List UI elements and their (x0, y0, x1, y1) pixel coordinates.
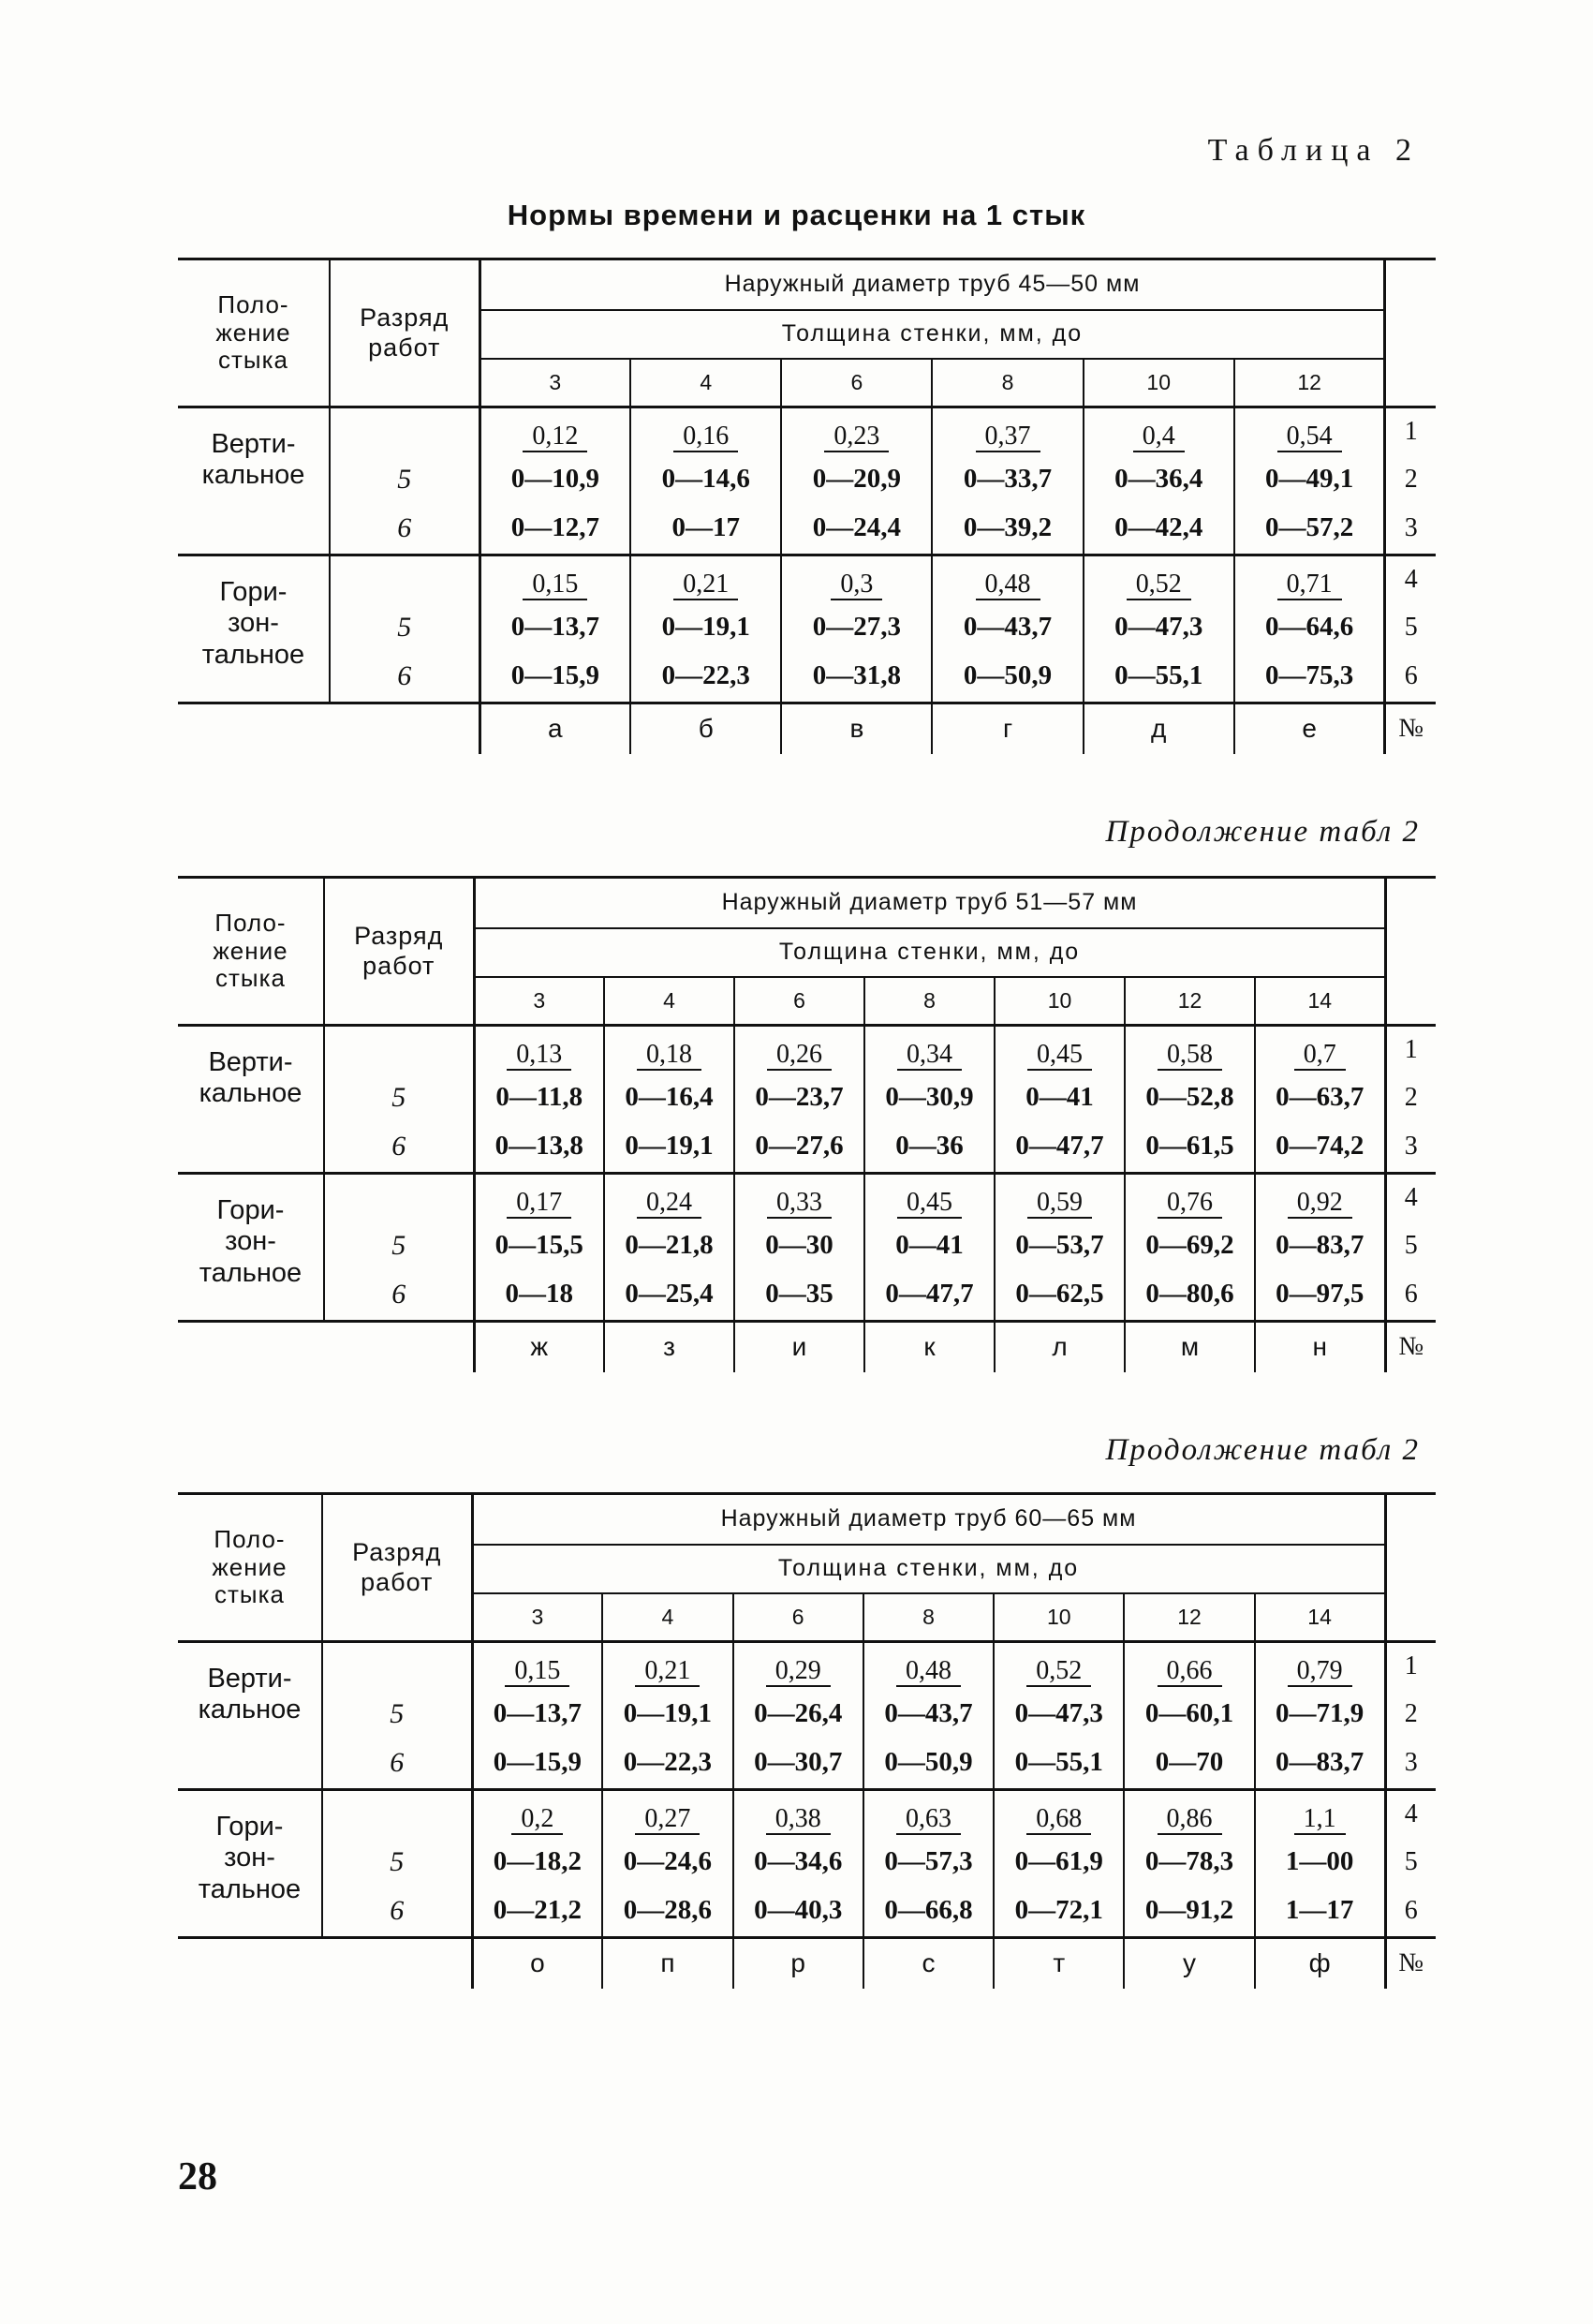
rate-cell: 0—19,1 (602, 1691, 732, 1738)
time-norm: 0,52 (1127, 570, 1191, 600)
rate-cell: 0—10,9 (479, 456, 630, 503)
time-norm-cell (733, 1642, 863, 1691)
wall-value: 14 (1255, 1593, 1385, 1642)
wall-header: Толщина стенки, мм, до (479, 310, 1385, 359)
diameter-header: Наружный диаметр труб 60—65 мм (472, 1494, 1385, 1545)
row-number: 1 (1385, 407, 1436, 456)
rate-cell: 0—47,7 (995, 1121, 1125, 1174)
row-number: 4 (1385, 555, 1436, 604)
grade-blank (322, 1790, 472, 1839)
wall-value: 14 (1255, 977, 1385, 1026)
grade-6: 6 (330, 651, 479, 703)
rate-cell: 0—12,7 (479, 503, 630, 555)
norms-table-3 (178, 1492, 1436, 1989)
column-letter: а (479, 703, 630, 754)
wall-value: 4 (630, 359, 781, 407)
time-norm: 0,86 (1158, 1805, 1222, 1834)
rate-cell: 0—24,4 (781, 503, 932, 555)
time-norm-cell (1124, 1790, 1254, 1839)
time-norm: 0,76 (1158, 1189, 1222, 1218)
grade-blank (322, 1642, 472, 1691)
wall-value: 10 (995, 977, 1125, 1026)
rate-cell: 0—17 (630, 503, 781, 555)
time-norm-cell (602, 1790, 732, 1839)
time-norm-cell (863, 1790, 994, 1839)
wall-value: 3 (474, 977, 604, 1026)
wall-value: 6 (734, 977, 864, 1026)
rate-cell: 0—70 (1124, 1738, 1254, 1790)
row-number: 4 (1385, 1174, 1436, 1222)
rate-cell: 0—47,7 (864, 1269, 995, 1322)
time-norm: 0,79 (1288, 1657, 1352, 1686)
rate-cell: 0—25,4 (604, 1269, 734, 1322)
time-norm: 0,4 (1133, 422, 1185, 451)
time-norm: 0,66 (1158, 1657, 1222, 1686)
wall-value: 8 (864, 977, 995, 1026)
rate-cell: 0—13,7 (479, 604, 630, 651)
time-norm: 0,26 (767, 1041, 832, 1070)
rate-cell: 1—17 (1255, 1886, 1385, 1938)
grade-blank (330, 407, 479, 456)
column-letter: р (733, 1938, 863, 1989)
row-number: 5 (1385, 1222, 1436, 1269)
vertical-position-label: Верти- кальное (178, 407, 330, 555)
vertical-position-label: Верти- кальное (178, 1026, 324, 1174)
footer-blank (322, 1938, 472, 1989)
grade-blank (330, 555, 479, 604)
column-letter: е (1234, 703, 1385, 754)
time-norm: 0,45 (897, 1189, 962, 1218)
time-norm: 0,23 (824, 422, 889, 451)
row-number: 3 (1385, 1121, 1436, 1174)
rate-cell: 0—41 (864, 1222, 995, 1269)
time-norm: 0,48 (896, 1657, 961, 1686)
time-norm-cell (734, 1026, 864, 1074)
time-norm-cell (604, 1026, 734, 1074)
norms-table-2 (178, 876, 1436, 1372)
wall-value: 3 (472, 1593, 602, 1642)
continuation-label-2: Продолжение табл 2 (1105, 1433, 1420, 1467)
time-norm: 0,24 (637, 1189, 701, 1218)
rate-cell: 0—20,9 (781, 456, 932, 503)
rate-cell: 0—40,3 (733, 1886, 863, 1938)
number-header-blank (1385, 259, 1436, 407)
column-letter: н (1255, 1322, 1385, 1372)
rate-cell: 0—27,3 (781, 604, 932, 651)
rate-cell: 0—11,8 (474, 1074, 604, 1121)
time-norm-cell (479, 407, 630, 456)
time-norm-cell (995, 1174, 1125, 1222)
horizontal-position-label: Гори- зон- тальное (178, 1790, 322, 1938)
row-number: 2 (1385, 1074, 1436, 1121)
rate-cell: 0—15,9 (479, 651, 630, 703)
number-sign: № (1385, 1938, 1436, 1989)
vertical-position-label: Верти- кальное (178, 1642, 322, 1790)
wall-value: 8 (863, 1593, 994, 1642)
rate-cell: 0—31,8 (781, 651, 932, 703)
wall-value: 12 (1124, 1593, 1254, 1642)
rate-cell: 0—47,3 (994, 1691, 1124, 1738)
continuation-label-1: Продолжение табл 2 (1105, 815, 1420, 849)
number-header-blank (1385, 1494, 1436, 1642)
time-norm-cell (472, 1642, 602, 1691)
rate-cell: 0—83,7 (1255, 1222, 1385, 1269)
rate-cell: 0—34,6 (733, 1839, 863, 1886)
wall-header: Толщина стенки, мм, до (472, 1545, 1385, 1593)
time-norm: 0,48 (976, 570, 1040, 600)
rate-cell: 0—75,3 (1234, 651, 1385, 703)
time-norm-cell (1255, 1642, 1385, 1691)
row-number: 2 (1385, 456, 1436, 503)
row-number: 1 (1385, 1642, 1436, 1691)
rate-cell: 0—43,7 (932, 604, 1083, 651)
time-norm: 0,29 (766, 1657, 831, 1686)
page-number: 28 (178, 2155, 217, 2198)
time-norm: 0,3 (831, 570, 882, 600)
time-norm-cell (472, 1790, 602, 1839)
table-label: Таблица 2 (1207, 133, 1420, 168)
number-header-blank (1385, 878, 1436, 1026)
footer-blank (330, 703, 479, 754)
grade-5: 5 (324, 1074, 474, 1121)
rate-cell: 0—42,4 (1084, 503, 1234, 555)
rate-cell: 0—24,6 (602, 1839, 732, 1886)
grade-5: 5 (330, 604, 479, 651)
rate-cell: 0—47,3 (1084, 604, 1234, 651)
rate-cell: 0—39,2 (932, 503, 1083, 555)
wall-value: 6 (733, 1593, 863, 1642)
rate-cell: 0—50,9 (863, 1738, 994, 1790)
time-norm-cell (1125, 1174, 1255, 1222)
time-norm-cell (1255, 1790, 1385, 1839)
time-norm-cell (1255, 1026, 1385, 1074)
time-norm: 0,27 (635, 1805, 700, 1834)
time-norm-cell (733, 1790, 863, 1839)
rate-cell: 0—91,2 (1124, 1886, 1254, 1938)
rate-cell: 0—19,1 (630, 604, 781, 651)
column-letter: в (781, 703, 932, 754)
rate-cell: 0—61,5 (1125, 1121, 1255, 1174)
column-letter: п (602, 1938, 732, 1989)
rate-cell: 0—21,2 (472, 1886, 602, 1938)
column-letter: г (932, 703, 1083, 754)
time-norm: 0,12 (523, 422, 587, 451)
time-norm-cell (864, 1026, 995, 1074)
number-sign: № (1385, 1322, 1436, 1372)
row-number: 6 (1385, 651, 1436, 703)
footer-blank (178, 1322, 324, 1372)
time-norm-cell (604, 1174, 734, 1222)
time-norm-cell (630, 407, 781, 456)
horizontal-position-label: Гори- зон- тальное (178, 1174, 324, 1322)
row-number: 2 (1385, 1691, 1436, 1738)
time-norm: 0,38 (766, 1805, 831, 1834)
grade-blank (324, 1026, 474, 1074)
grade-6: 6 (322, 1738, 472, 1790)
row-number: 6 (1385, 1269, 1436, 1322)
time-norm: 0,15 (523, 570, 587, 600)
rate-cell: 0—63,7 (1255, 1074, 1385, 1121)
rate-cell: 0—78,3 (1124, 1839, 1254, 1886)
time-norm: 0,59 (1027, 1189, 1092, 1218)
column-letter: и (734, 1322, 864, 1372)
footer-blank (324, 1322, 474, 1372)
row-number: 6 (1385, 1886, 1436, 1938)
time-norm-cell (734, 1174, 864, 1222)
rate-cell: 0—14,6 (630, 456, 781, 503)
time-norm-cell (994, 1790, 1124, 1839)
position-header: Поло- жение стыка (178, 1494, 322, 1642)
time-norm-cell (1125, 1026, 1255, 1074)
row-number: 3 (1385, 503, 1436, 555)
grade-6: 6 (322, 1886, 472, 1938)
row-number: 5 (1385, 604, 1436, 651)
grade-5: 5 (322, 1691, 472, 1738)
time-norm: 0,58 (1158, 1041, 1222, 1070)
position-header: Поло- жение стыка (178, 259, 330, 407)
grade-6: 6 (324, 1121, 474, 1174)
wall-value: 12 (1125, 977, 1255, 1026)
column-letter: м (1125, 1322, 1255, 1372)
rate-cell: 0—19,1 (604, 1121, 734, 1174)
time-norm: 1,1 (1294, 1805, 1346, 1834)
time-norm: 0,33 (767, 1189, 832, 1218)
time-norm-cell (474, 1026, 604, 1074)
rate-cell: 0—36,4 (1084, 456, 1234, 503)
column-letter: д (1084, 703, 1234, 754)
time-norm: 0,92 (1288, 1189, 1352, 1218)
time-norm-cell (1255, 1174, 1385, 1222)
rate-cell: 0—21,8 (604, 1222, 734, 1269)
rate-cell: 0—57,2 (1234, 503, 1385, 555)
rate-cell: 0—50,9 (932, 651, 1083, 703)
diameter-header: Наружный диаметр труб 45—50 мм (479, 259, 1385, 310)
number-sign: № (1385, 703, 1436, 754)
time-norm-cell (932, 407, 1083, 456)
row-number: 1 (1385, 1026, 1436, 1074)
diameter-header: Наружный диаметр труб 51—57 мм (474, 878, 1385, 928)
rate-cell: 0—18 (474, 1269, 604, 1322)
time-norm: 0,68 (1026, 1805, 1091, 1834)
rate-cell: 0—60,1 (1124, 1691, 1254, 1738)
rate-cell: 0—80,6 (1125, 1269, 1255, 1322)
column-letter: л (995, 1322, 1125, 1372)
rate-cell: 0—61,9 (994, 1839, 1124, 1886)
rate-cell: 0—53,7 (995, 1222, 1125, 1269)
rate-cell: 0—69,2 (1125, 1222, 1255, 1269)
column-letter: к (864, 1322, 995, 1372)
grade-6: 6 (330, 503, 479, 555)
wall-header: Толщина стенки, мм, до (474, 928, 1385, 977)
time-norm-cell (1234, 407, 1385, 456)
time-norm-cell (781, 555, 932, 604)
rate-cell: 0—62,5 (995, 1269, 1125, 1322)
time-norm: 0,21 (673, 570, 738, 600)
rate-cell: 0—83,7 (1255, 1738, 1385, 1790)
time-norm: 0,17 (507, 1189, 571, 1218)
time-norm-cell (1124, 1642, 1254, 1691)
time-norm-cell (479, 555, 630, 604)
time-norm: 0,63 (896, 1805, 961, 1834)
column-letter: б (630, 703, 781, 754)
rate-cell: 0—16,4 (604, 1074, 734, 1121)
rate-cell: 0—66,8 (863, 1886, 994, 1938)
rate-cell: 0—71,9 (1255, 1691, 1385, 1738)
rate-cell: 0—74,2 (1255, 1121, 1385, 1174)
rate-cell: 0—26,4 (733, 1691, 863, 1738)
rate-cell: 1—00 (1255, 1839, 1385, 1886)
time-norm: 0,21 (635, 1657, 700, 1686)
time-norm: 0,71 (1277, 570, 1342, 600)
wall-value: 4 (604, 977, 734, 1026)
rate-cell: 0—22,3 (630, 651, 781, 703)
time-norm: 0,13 (507, 1041, 571, 1070)
rate-cell: 0—18,2 (472, 1839, 602, 1886)
rate-cell: 0—28,6 (602, 1886, 732, 1938)
time-norm: 0,34 (897, 1041, 962, 1070)
time-norm: 0,54 (1277, 422, 1342, 451)
wall-value: 10 (994, 1593, 1124, 1642)
column-letter: т (994, 1938, 1124, 1989)
time-norm-cell (781, 407, 932, 456)
rate-cell: 0—72,1 (994, 1886, 1124, 1938)
rate-cell: 0—13,7 (472, 1691, 602, 1738)
grade-5: 5 (322, 1839, 472, 1886)
time-norm-cell (863, 1642, 994, 1691)
column-letter: ж (474, 1322, 604, 1372)
time-norm-cell (474, 1174, 604, 1222)
row-number: 4 (1385, 1790, 1436, 1839)
rate-cell: 0—52,8 (1125, 1074, 1255, 1121)
rate-cell: 0—41 (995, 1074, 1125, 1121)
time-norm: 0,15 (505, 1657, 569, 1686)
footer-blank (178, 703, 330, 754)
time-norm-cell (1234, 555, 1385, 604)
rate-cell: 0—22,3 (602, 1738, 732, 1790)
time-norm-cell (932, 555, 1083, 604)
wall-value: 3 (479, 359, 630, 407)
column-letter: у (1124, 1938, 1254, 1989)
grade-blank (324, 1174, 474, 1222)
time-norm: 0,37 (976, 422, 1040, 451)
time-norm: 0,45 (1027, 1041, 1092, 1070)
time-norm-cell (994, 1642, 1124, 1691)
wall-value: 12 (1234, 359, 1385, 407)
grade-header: Разряд работ (324, 878, 474, 1026)
rate-cell: 0—97,5 (1255, 1269, 1385, 1322)
time-norm: 0,2 (511, 1805, 563, 1834)
rate-cell: 0—55,1 (994, 1738, 1124, 1790)
rate-cell: 0—30,9 (864, 1074, 995, 1121)
wall-value: 10 (1084, 359, 1234, 407)
time-norm: 0,7 (1294, 1041, 1346, 1070)
rate-cell: 0—15,9 (472, 1738, 602, 1790)
time-norm: 0,52 (1026, 1657, 1091, 1686)
wall-value: 6 (781, 359, 932, 407)
grade-6: 6 (324, 1269, 474, 1322)
rate-cell: 0—30,7 (733, 1738, 863, 1790)
rate-cell: 0—33,7 (932, 456, 1083, 503)
wall-value: 8 (932, 359, 1083, 407)
rate-cell: 0—49,1 (1234, 456, 1385, 503)
rate-cell: 0—13,8 (474, 1121, 604, 1174)
rate-cell: 0—27,6 (734, 1121, 864, 1174)
time-norm-cell (602, 1642, 732, 1691)
page-title: Нормы времени и расценки на 1 стык (507, 199, 1086, 231)
row-number: 5 (1385, 1839, 1436, 1886)
time-norm: 0,18 (637, 1041, 701, 1070)
rate-cell: 0—35 (734, 1269, 864, 1322)
time-norm-cell (630, 555, 781, 604)
column-letter: з (604, 1322, 734, 1372)
rate-cell: 0—55,1 (1084, 651, 1234, 703)
column-letter: ф (1255, 1938, 1385, 1989)
grade-header: Разряд работ (322, 1494, 472, 1642)
horizontal-position-label: Гори- зон- тальное (178, 555, 330, 703)
time-norm-cell (864, 1174, 995, 1222)
rate-cell: 0—15,5 (474, 1222, 604, 1269)
time-norm: 0,16 (673, 422, 738, 451)
grade-5: 5 (324, 1222, 474, 1269)
time-norm-cell (1084, 555, 1234, 604)
rate-cell: 0—30 (734, 1222, 864, 1269)
rate-cell: 0—36 (864, 1121, 995, 1174)
row-number: 3 (1385, 1738, 1436, 1790)
grade-5: 5 (330, 456, 479, 503)
rate-cell: 0—64,6 (1234, 604, 1385, 651)
rate-cell: 0—57,3 (863, 1839, 994, 1886)
wall-value: 4 (602, 1593, 732, 1642)
time-norm-cell (995, 1026, 1125, 1074)
rate-cell: 0—43,7 (863, 1691, 994, 1738)
time-norm-cell (1084, 407, 1234, 456)
norms-table-1 (178, 258, 1436, 754)
column-letter: о (472, 1938, 602, 1989)
column-letter: с (863, 1938, 994, 1989)
grade-header: Разряд работ (330, 259, 479, 407)
footer-blank (178, 1938, 322, 1989)
rate-cell: 0—23,7 (734, 1074, 864, 1121)
position-header: Поло- жение стыка (178, 878, 324, 1026)
